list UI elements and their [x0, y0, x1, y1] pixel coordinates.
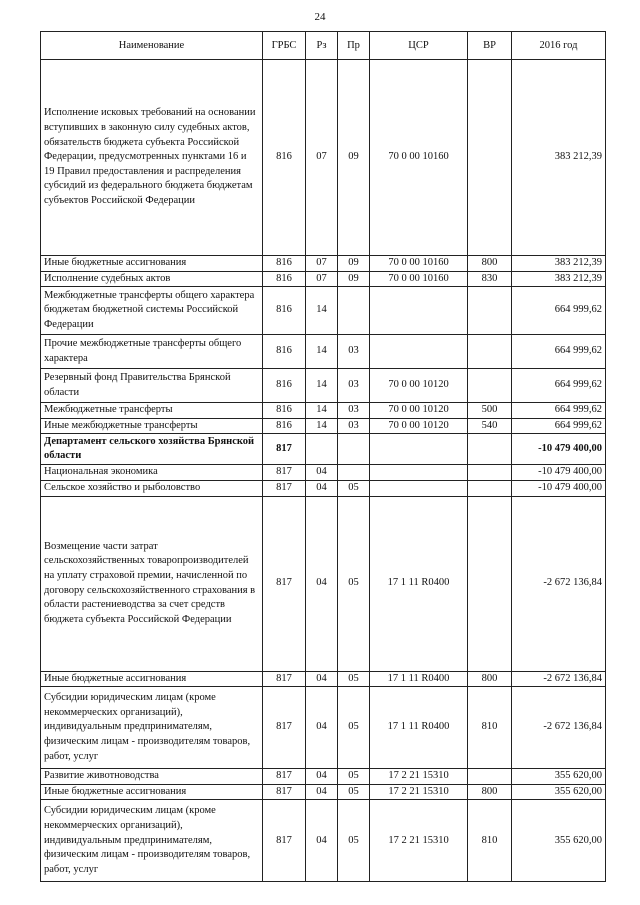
row-amount: 664 999,62 — [512, 335, 606, 369]
row-rz: 04 — [306, 480, 338, 496]
row-name: Прочие межбюджетные трансферты общего характера — [41, 335, 263, 369]
row-pr: 03 — [338, 418, 370, 434]
row-pr — [338, 287, 370, 335]
row-csr — [370, 434, 468, 465]
row-rz: 14 — [306, 418, 338, 434]
row-name: Субсидии юридическим лицам (кроме некоммерческих организаций), индивидуальным предпринимателям, физическим лицам - производителям товаров, работ, услуг — [41, 687, 263, 769]
row-rz: 14 — [306, 369, 338, 403]
row-vr: 810 — [468, 800, 512, 882]
row-grbs: 816 — [263, 60, 306, 256]
row-amount: -10 479 400,00 — [512, 434, 606, 465]
row-name: Иные бюджетные ассигнования — [41, 256, 263, 272]
row-grbs: 817 — [263, 687, 306, 769]
row-rz: 04 — [306, 465, 338, 481]
row-amount: -10 479 400,00 — [512, 480, 606, 496]
row-grbs: 817 — [263, 800, 306, 882]
table-row — [41, 496, 606, 671]
table-row — [41, 369, 606, 403]
row-csr: 17 1 11 R0400 — [370, 671, 468, 687]
row-vr — [468, 480, 512, 496]
row-amount: -10 479 400,00 — [512, 465, 606, 481]
row-rz: 04 — [306, 800, 338, 882]
col-header-vr: ВР — [468, 32, 512, 60]
row-grbs: 816 — [263, 287, 306, 335]
row-rz — [306, 434, 338, 465]
row-grbs: 817 — [263, 465, 306, 481]
row-vr — [468, 496, 512, 671]
row-amount: 355 620,00 — [512, 784, 606, 800]
row-pr: 09 — [338, 60, 370, 256]
row-grbs: 817 — [263, 769, 306, 785]
row-pr: 05 — [338, 496, 370, 671]
row-csr — [370, 335, 468, 369]
row-vr — [468, 335, 512, 369]
row-pr: 05 — [338, 800, 370, 882]
row-pr — [338, 465, 370, 481]
table-row — [41, 784, 606, 800]
table-row — [41, 60, 606, 256]
row-csr — [370, 465, 468, 481]
row-vr: 800 — [468, 256, 512, 272]
col-header-grbs: ГРБС — [263, 32, 306, 60]
row-amount: 664 999,62 — [512, 418, 606, 434]
row-amount: 664 999,62 — [512, 287, 606, 335]
col-header-csr: ЦСР — [370, 32, 468, 60]
row-grbs: 816 — [263, 403, 306, 419]
row-name: Резервный фонд Правительства Брянской области — [41, 369, 263, 403]
row-vr — [468, 369, 512, 403]
row-csr — [370, 287, 468, 335]
row-amount: 383 212,39 — [512, 256, 606, 272]
row-pr: 03 — [338, 403, 370, 419]
row-pr: 09 — [338, 271, 370, 287]
table-row — [41, 687, 606, 769]
row-name: Возмещение части затрат сельскохозяйственных товаропроизводителей на уплату страховой премии, начисленной по договору сельскохозяйственного страхования в области растениеводства за счет средств бюджета субъекта Российской Федерации — [41, 496, 263, 671]
row-vr: 800 — [468, 784, 512, 800]
row-rz: 04 — [306, 671, 338, 687]
row-grbs: 817 — [263, 480, 306, 496]
row-grbs: 817 — [263, 496, 306, 671]
row-name: Иные бюджетные ассигнования — [41, 671, 263, 687]
row-name: Исполнение судебных актов — [41, 271, 263, 287]
row-csr: 70 0 00 10160 — [370, 256, 468, 272]
header-row — [41, 32, 606, 60]
row-vr — [468, 769, 512, 785]
row-csr: 70 0 00 10160 — [370, 60, 468, 256]
row-name: Департамент сельского хозяйства Брянской области — [41, 434, 263, 465]
row-csr: 70 0 00 10120 — [370, 418, 468, 434]
row-grbs: 816 — [263, 418, 306, 434]
row-grbs: 816 — [263, 369, 306, 403]
row-name: Субсидии юридическим лицам (кроме некоммерческих организаций), индивидуальным предпринимателям, физическим лицам - производителям товаров, работ, услуг — [41, 800, 263, 882]
col-header-year: 2016 год — [512, 32, 606, 60]
row-pr — [338, 434, 370, 465]
row-name: Межбюджетные трансферты — [41, 403, 263, 419]
row-vr — [468, 287, 512, 335]
row-vr: 800 — [468, 671, 512, 687]
row-amount: 355 620,00 — [512, 769, 606, 785]
col-header-name: Наименование — [41, 32, 263, 60]
table-row — [41, 465, 606, 481]
col-header-pr: Пр — [338, 32, 370, 60]
row-vr — [468, 465, 512, 481]
row-grbs: 817 — [263, 671, 306, 687]
row-name: Сельское хозяйство и рыболовство — [41, 480, 263, 496]
budget-table — [40, 31, 606, 882]
row-amount: 383 212,39 — [512, 60, 606, 256]
row-rz: 04 — [306, 784, 338, 800]
row-rz: 14 — [306, 287, 338, 335]
row-vr: 500 — [468, 403, 512, 419]
row-amount: -2 672 136,84 — [512, 496, 606, 671]
row-csr: 17 1 11 R0400 — [370, 496, 468, 671]
row-name: Иные бюджетные ассигнования — [41, 784, 263, 800]
row-name: Межбюджетные трансферты общего характера бюджетам бюджетной системы Российской Федерации — [41, 287, 263, 335]
row-pr: 05 — [338, 480, 370, 496]
table-row — [41, 256, 606, 272]
row-rz: 04 — [306, 687, 338, 769]
row-vr — [468, 434, 512, 465]
row-csr: 70 0 00 10120 — [370, 369, 468, 403]
table-body — [41, 60, 606, 882]
row-csr: 17 2 21 15310 — [370, 800, 468, 882]
row-pr: 05 — [338, 671, 370, 687]
table-row — [41, 418, 606, 434]
row-rz: 04 — [306, 769, 338, 785]
row-vr: 810 — [468, 687, 512, 769]
row-amount: 664 999,62 — [512, 369, 606, 403]
row-csr — [370, 480, 468, 496]
row-rz: 07 — [306, 271, 338, 287]
table-row — [41, 769, 606, 785]
row-name: Развитие животноводства — [41, 769, 263, 785]
row-grbs: 817 — [263, 784, 306, 800]
table-row — [41, 434, 606, 465]
row-pr: 03 — [338, 335, 370, 369]
row-name: Исполнение исковых требований на основании вступивших в законную силу судебных актов, обязательств бюджета субъекта Российской Федерации, предусмотренных пунктами 16 и 19 Правил предоставления и распределения субсидий из федерального бюджета бюджетам субъектов Российской Федерации — [41, 60, 263, 256]
row-amount: -2 672 136,84 — [512, 671, 606, 687]
table-row — [41, 671, 606, 687]
row-amount: 355 620,00 — [512, 800, 606, 882]
row-amount: -2 672 136,84 — [512, 687, 606, 769]
row-pr: 03 — [338, 369, 370, 403]
row-pr: 05 — [338, 784, 370, 800]
row-csr: 70 0 00 10120 — [370, 403, 468, 419]
row-pr: 05 — [338, 687, 370, 769]
row-grbs: 816 — [263, 335, 306, 369]
page-number: 24 — [314, 11, 326, 23]
row-grbs: 816 — [263, 271, 306, 287]
row-vr — [468, 60, 512, 256]
table-row — [41, 335, 606, 369]
row-rz: 14 — [306, 335, 338, 369]
row-vr: 540 — [468, 418, 512, 434]
row-grbs: 816 — [263, 256, 306, 272]
table-row — [41, 271, 606, 287]
col-header-rz: Рз — [306, 32, 338, 60]
row-pr: 05 — [338, 769, 370, 785]
row-csr: 70 0 00 10160 — [370, 271, 468, 287]
table-row — [41, 800, 606, 882]
row-amount: 383 212,39 — [512, 271, 606, 287]
row-name: Национальная экономика — [41, 465, 263, 481]
row-amount: 664 999,62 — [512, 403, 606, 419]
row-rz: 04 — [306, 496, 338, 671]
row-rz: 07 — [306, 256, 338, 272]
table-row — [41, 480, 606, 496]
row-csr: 17 1 11 R0400 — [370, 687, 468, 769]
row-csr: 17 2 21 15310 — [370, 769, 468, 785]
row-csr: 17 2 21 15310 — [370, 784, 468, 800]
table-row — [41, 287, 606, 335]
row-vr: 830 — [468, 271, 512, 287]
row-rz: 07 — [306, 60, 338, 256]
row-pr: 09 — [338, 256, 370, 272]
row-rz: 14 — [306, 403, 338, 419]
table-row — [41, 403, 606, 419]
row-grbs: 817 — [263, 434, 306, 465]
row-name: Иные межбюджетные трансферты — [41, 418, 263, 434]
